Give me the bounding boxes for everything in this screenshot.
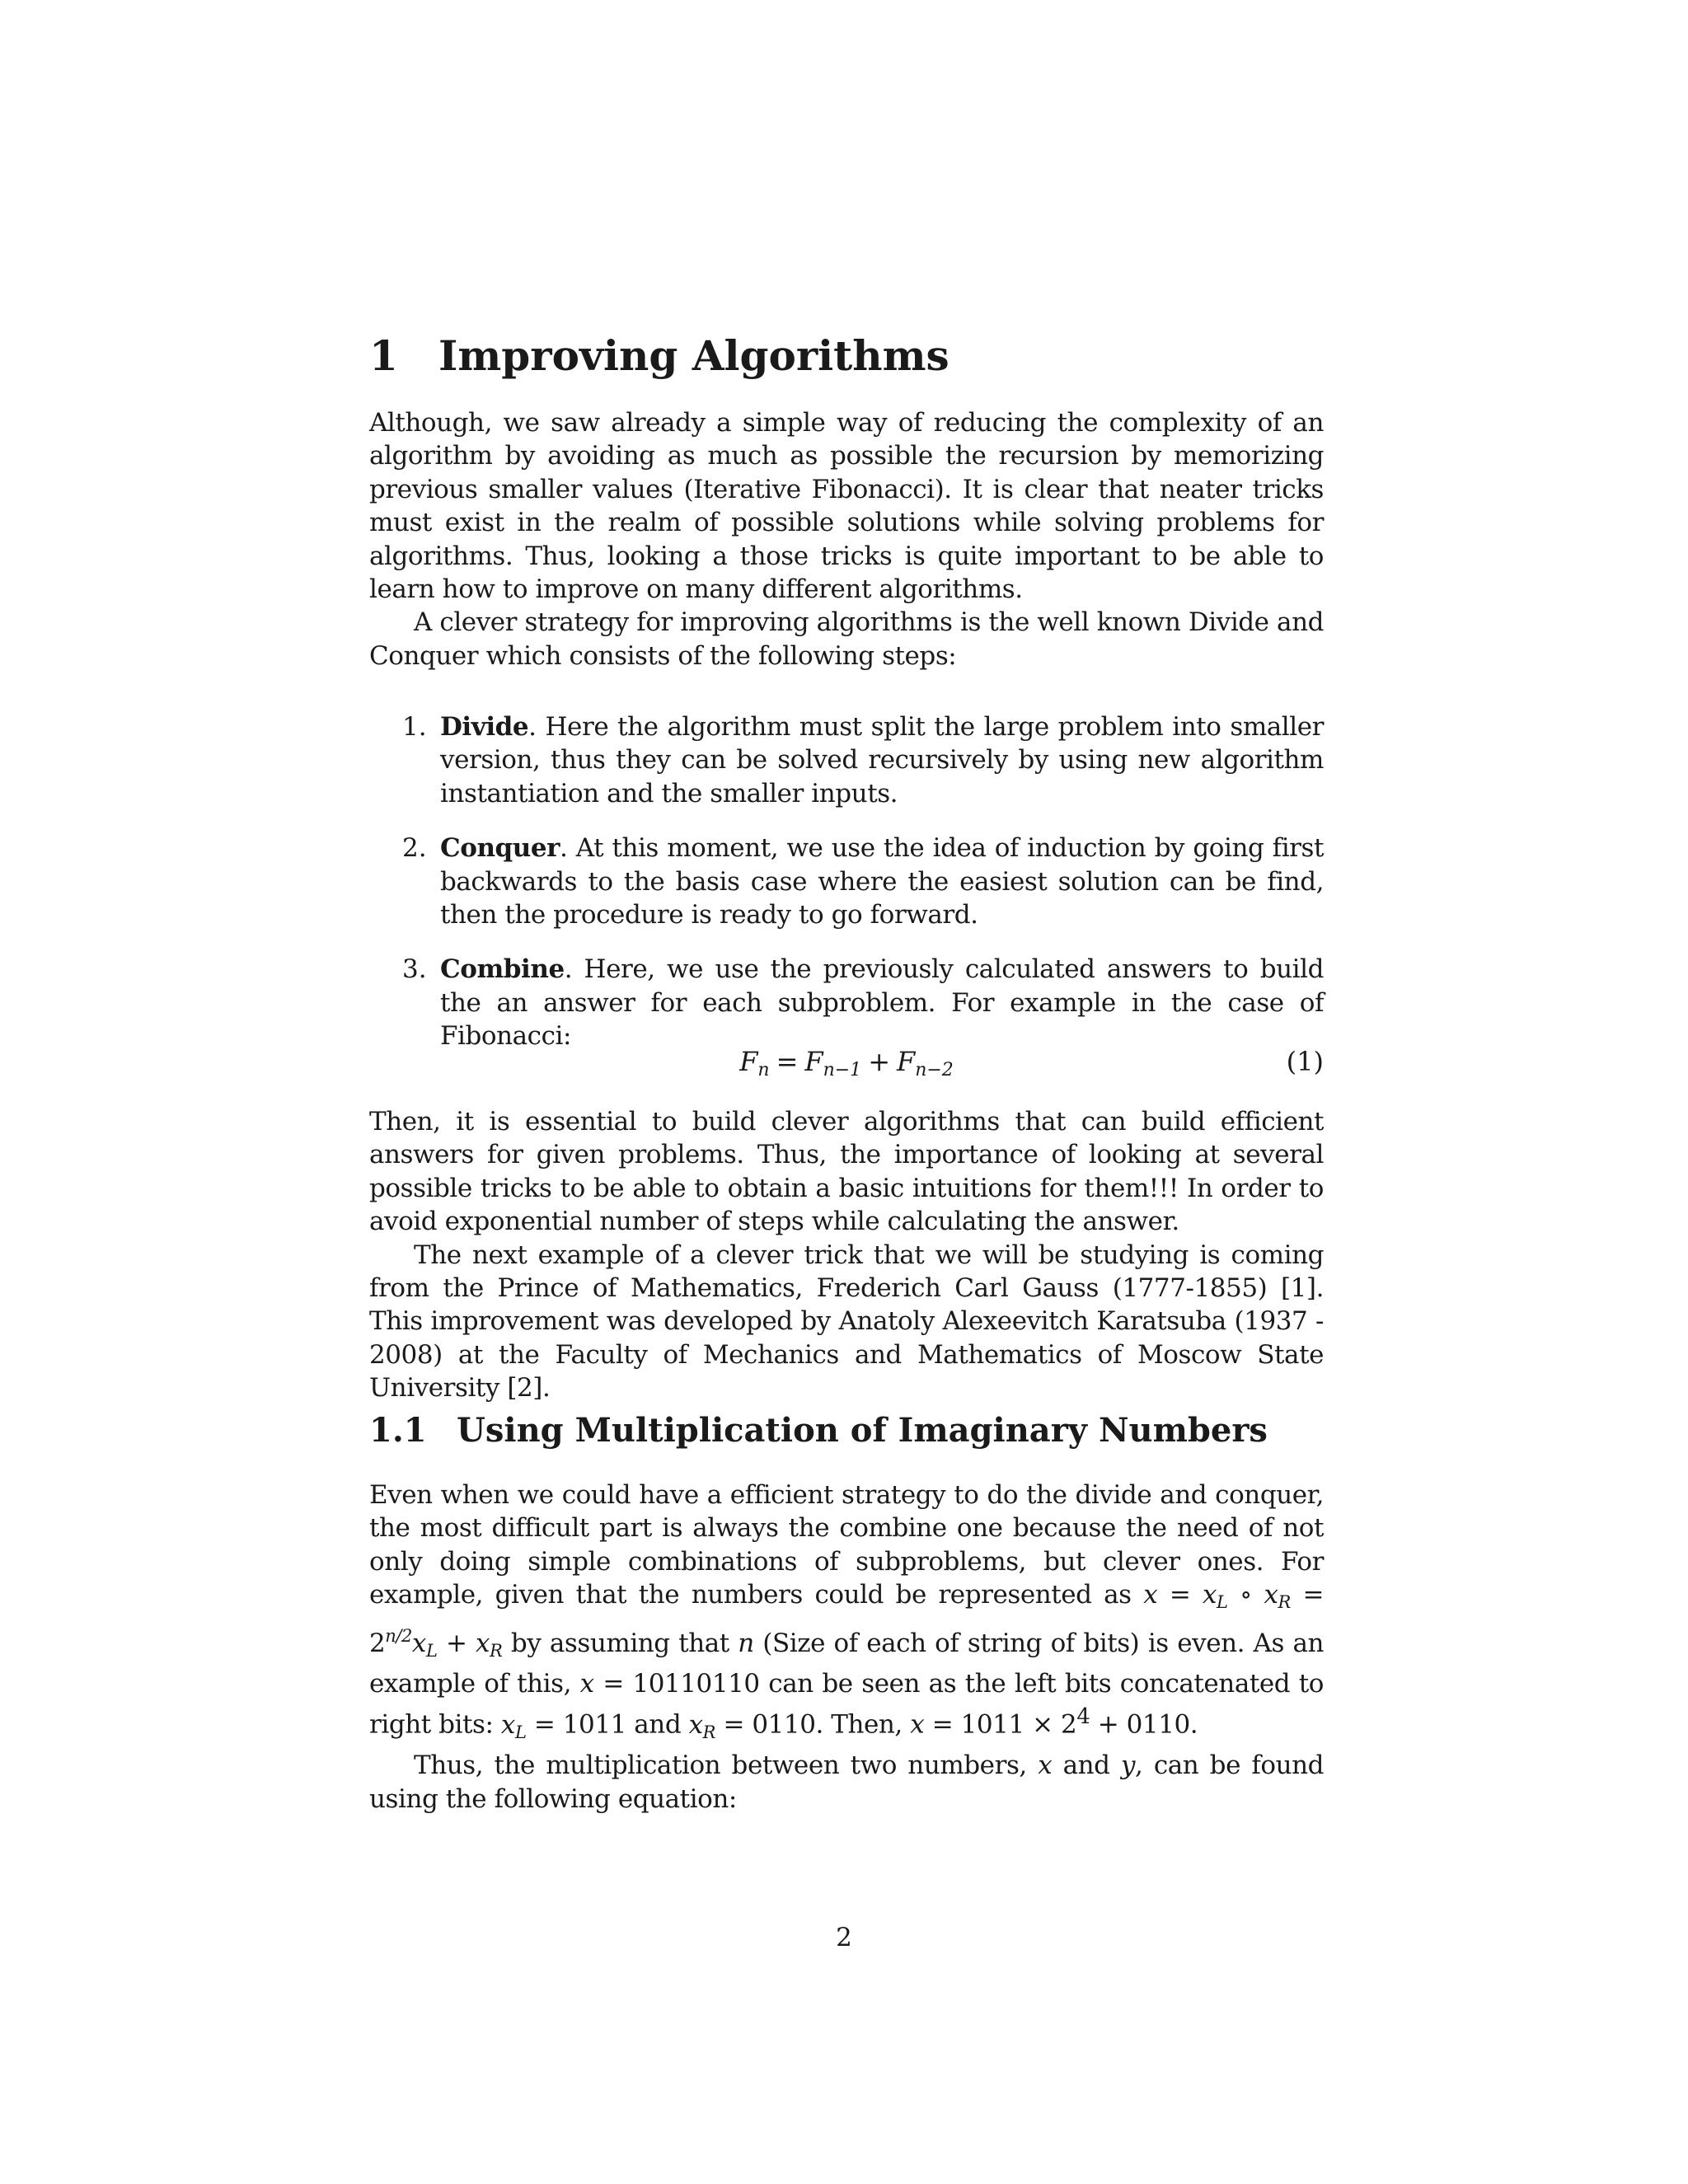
page-number: 2 [836, 1923, 852, 1952]
list-item [369, 832, 1324, 931]
intro-block [369, 406, 1324, 673]
representation-paragraph: Even when we could have a efficient strategy to do the divide and conquer, the most difficult part is always the combine one because the need of not only doing simple combinations of subproblems, but clever ones. For example, given that the numbers could be represented as $x = x_L$ ∘ $x_R = 2^{n/2}x_L + x_R$ by assuming that n (Size of each of string of bits) is even. As an example of this, x = 10110110 can be seen as the left bits concatenated to right bits: $x_L = 1011$ and $x_R = 0110$. Then, $x = 1011 \times 2^4 + 0110$. [369, 1480, 1324, 1742]
subsection-title: Using Multiplication of Imaginary Numbers [457, 1411, 1268, 1450]
step-term: Combine [440, 954, 565, 985]
intro-paragraph: Although, we saw already a simple way of reducing the complexity of an algorithm by avoiding as much as possible the recursion by memorizing previous smaller values (Iterative Fibonacci). It is clear that neater tricks must exist in the realm of possible solutions while solving problems for algorithms. Thus, looking a those tricks is quite important to be able to learn how to improve on many different algorithms. [369, 408, 1324, 605]
multiplication-paragraph: Thus, the multiplication between two numbers, x and y, can be found using the following equation: [369, 1750, 1325, 1814]
strategy-paragraph: A clever strategy for improving algorithms is the well known Divide and Conquer which consists of the following steps: [369, 607, 1324, 671]
step-text: . Here, we use the previously calculated answers to build the an answer for each subproblem. For example in the case of Fibonacci: [440, 954, 1324, 1052]
step-term: Conquer [440, 833, 560, 864]
fibonacci-equation [369, 1043, 1324, 1080]
subsection-heading [369, 1411, 1268, 1451]
section-number: 1 [369, 331, 398, 380]
discussion-block [369, 1105, 1324, 1405]
subsection-body [369, 1479, 1324, 1816]
history-paragraph: The next example of a clever trick that we will be studying is coming from the Prince of Mathematics, Frederich Carl Gauss (1777-1855) [1]. This improvement was developed by Anatoly Alexeevitch Karatsuba (1937 - 2008) at the Faculty of Mechanics and Mathematics of Moscow State University [2]. [369, 1240, 1324, 1404]
divide-and-conquer-steps [369, 710, 1324, 1075]
equation-body: $F_n = F_{n-1} + F_{n-2}$ [739, 1046, 954, 1080]
subsection-number: 1.1 [369, 1411, 427, 1450]
equation-label: (1) [1286, 1046, 1324, 1077]
section-title: Improving Algorithms [438, 331, 950, 380]
list-marker: 3. [402, 954, 427, 985]
list-marker: 2. [402, 833, 427, 864]
step-text: . Here the algorithm must split the large problem into smaller version, thus they can be solved recursively by using new algorithm instantiation and the smaller inputs. [440, 712, 1324, 808]
after-equation-paragraph: Then, it is essential to build clever algorithms that can build efficient answers for given problems. Thus, the importance of looking at several possible tricks to be able to obtain a basic intuitions for them!!! In order to avoid exponential number of steps while calculating the answer. [369, 1107, 1324, 1237]
step-term: Divide [440, 712, 529, 742]
list-marker: 1. [402, 712, 427, 742]
list-item [369, 710, 1324, 810]
step-text: . At this moment, we use the idea of induction by going first backwards to the basis case where the easiest solution can be find, then the procedure is ready to go forward. [440, 833, 1324, 930]
section-heading [369, 331, 950, 381]
list-item [369, 953, 1324, 1052]
